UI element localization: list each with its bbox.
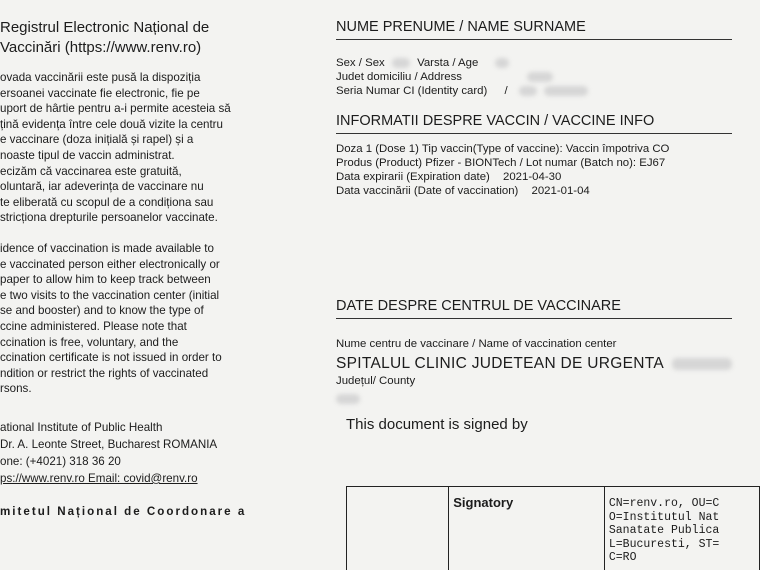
cert-line: O=Institutul Nat xyxy=(608,510,720,524)
notice-ro-line: ersoanei vaccinate fie electronic, fie pe xyxy=(0,86,200,100)
personal-details xyxy=(336,56,760,98)
notice-en-line: e vaccinated person either electronically or xyxy=(0,257,220,271)
signatory-label: Signatory xyxy=(449,487,605,570)
notice-ro-line: ovada vaccinării este pusă la dispoziția xyxy=(0,71,201,84)
notice-en-line: ndition or restrict the rights of vaccinated xyxy=(0,366,209,380)
cert-line: Sanatate Publica xyxy=(608,524,720,537)
redacted-value xyxy=(519,86,537,96)
notice-ro-line: e vaccinare (doza inițială și rapel) și a xyxy=(0,133,194,147)
product-line: Produs (Product) Pfizer - BIONTech / Lot numar (Batch no): EJ67 xyxy=(336,157,666,169)
signed-by-title: This document is signed by xyxy=(346,416,528,433)
id-label: Seria Numar CI (Identity card) xyxy=(336,85,488,97)
address-row xyxy=(336,70,760,84)
address-line: ational Institute of Public Health xyxy=(0,420,163,434)
english-notice xyxy=(0,241,300,397)
id-separator: / xyxy=(504,85,508,97)
left-column xyxy=(0,18,300,518)
notice-en-line: rsons. xyxy=(0,382,32,396)
notice-en-line: ccination certificate is not issued in order to xyxy=(0,351,222,365)
notice-en-line: se and booster) and to know the type of xyxy=(0,304,204,318)
notice-en-line: paper to allow him to keep track between xyxy=(0,273,211,287)
dose-line: Doza 1 (Dose 1) Tip vaccin(Type of vaccine): Vaccin împotriva CO xyxy=(336,143,670,155)
notice-en-line: e two visits to the vaccination center (initial xyxy=(0,288,220,302)
cert-line: CN=renv.ro, OU=C xyxy=(608,497,720,510)
county-label: Județul/ County xyxy=(336,375,416,387)
notice-ro-line: te eliberată cu scopul de a condiționa sau xyxy=(0,195,214,209)
vaccination-date-row xyxy=(336,184,760,198)
address-line: Dr. A. Leonte Street, Bucharest ROMANIA xyxy=(0,437,218,451)
registry-title-line1: Registrul Electronic Național de xyxy=(0,19,210,36)
notice-ro-line: noaste tipul de vaccin administrat. xyxy=(0,148,175,162)
personal-section-header: NUME PRENUME / NAME SURNAME xyxy=(336,18,732,40)
registry-title-line2: Vaccinări (https://www.renv.ro) xyxy=(0,39,202,56)
notice-ro-line: țină evidența între cele două vizite la centru xyxy=(0,117,223,131)
signature-table xyxy=(346,486,760,570)
phone-line: one: (+4021) 318 36 20 xyxy=(0,454,121,468)
notice-ro-line: stricționa drepturile persoanelor vaccinate. xyxy=(0,211,218,225)
certificate-details xyxy=(604,487,759,570)
center-details xyxy=(336,337,760,406)
notice-en-line: idence of vaccination is made available to xyxy=(0,241,214,255)
id-row xyxy=(336,84,760,98)
romanian-notice xyxy=(0,70,300,226)
vaccination-date-value: 2021-01-04 xyxy=(531,185,590,197)
cert-line: C=RO xyxy=(608,551,637,564)
vaccination-date-label: Data vaccinării (Date of vaccination) xyxy=(336,185,519,197)
center-name-value: SPITALUL CLINIC JUDETEAN DE URGENTA xyxy=(336,355,664,372)
expiry-label: Data expirarii (Expiration date) xyxy=(336,171,490,183)
center-name-row xyxy=(336,354,760,374)
expiry-value: 2021-04-30 xyxy=(503,171,562,183)
notice-ro-line: ecizăm că vaccinarea este gratuită, xyxy=(0,164,182,178)
right-column xyxy=(336,18,760,433)
age-label: Varsta / Age xyxy=(417,57,479,69)
sex-age-row xyxy=(336,56,760,70)
redacted-value xyxy=(495,58,509,68)
redacted-value xyxy=(544,86,588,96)
redacted-value xyxy=(392,58,410,68)
sex-label: Sex / Sex xyxy=(336,57,385,69)
center-section-header: DATE DESPRE CENTRUL DE VACCINARE xyxy=(336,297,732,319)
center-name-label: Nume centru de vaccinare / Name of vaccination center xyxy=(336,338,617,350)
institute-address xyxy=(0,419,300,487)
notice-ro-line: oluntară, iar adeverința de vaccinare nu xyxy=(0,180,204,194)
cert-line: L=Bucuresti, ST= xyxy=(608,537,720,551)
expiry-row xyxy=(336,170,760,184)
notice-ro-line: uport de hârtie pentru a-i permite acesteia să xyxy=(0,102,231,116)
committee-line: mitetul Național de Coordonare a xyxy=(0,504,247,518)
notice-en-line: ccine administered. Please note that xyxy=(0,319,187,333)
address-label: Judet domiciliu / Address xyxy=(336,71,462,83)
redacted-value xyxy=(527,72,553,82)
vaccine-section-header: INFORMATII DESPRE VACCIN / VACCINE INFO xyxy=(336,112,732,134)
redacted-value xyxy=(672,358,732,370)
vaccine-details xyxy=(336,142,760,198)
county-row xyxy=(336,392,760,406)
notice-en-line: ccination is free, voluntary, and the xyxy=(0,335,179,349)
signature-image-cell xyxy=(347,487,449,570)
redacted-value xyxy=(336,394,360,404)
web-email-line: ps://www.renv.ro Email: covid@renv.ro xyxy=(0,471,198,485)
